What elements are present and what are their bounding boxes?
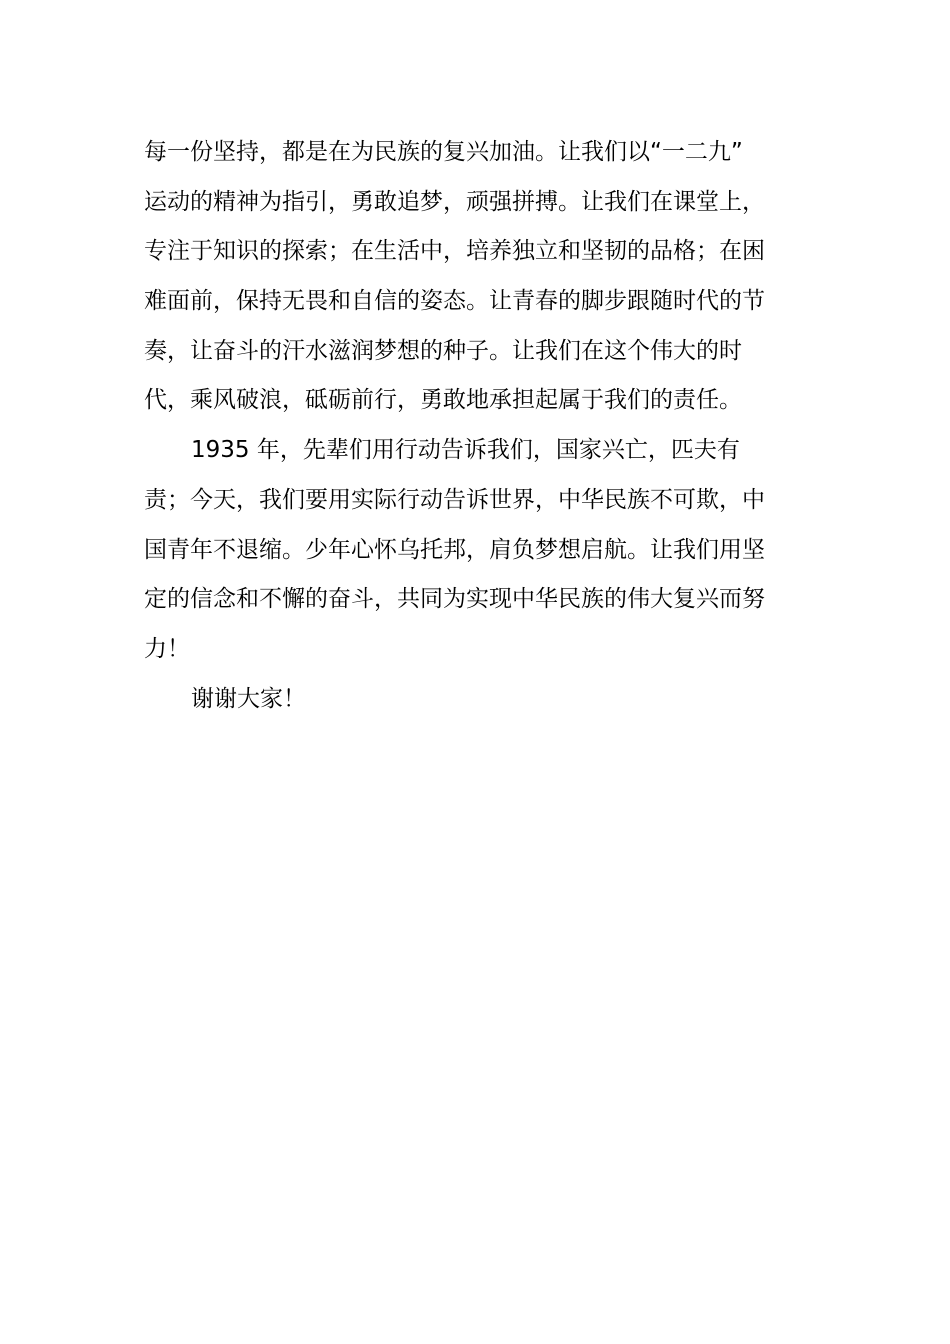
closing-line: 谢谢大家！ — [191, 685, 306, 712]
paragraph-line: 力！ — [144, 635, 190, 662]
paragraph-line: 代，乘风破浪，砥砺前行，勇敢地承担起属于我们的责任。 — [144, 387, 742, 414]
document-body — [144, 128, 808, 724]
paragraph-line: 每一份坚持，都是在为民族的复兴加油。让我们以“一二九” — [144, 139, 743, 165]
paragraph-line: 1935 年，先辈们用行动告诉我们，国家兴亡，匹夫有 — [191, 437, 740, 464]
paragraph-line: 专注于知识的探索；在生活中，培养独立和坚韧的品格；在困 — [144, 238, 765, 265]
paragraph-line: 难面前，保持无畏和自信的姿态。让青春的脚步跟随时代的节 — [144, 288, 765, 315]
paragraph-3 — [144, 675, 808, 725]
paragraph-1 — [144, 128, 808, 426]
paragraph-line: 定的信念和不懈的奋斗，共同为实现中华民族的伟大复兴而努 — [144, 586, 765, 613]
paragraph-2 — [144, 426, 808, 674]
paragraph-line: 责；今天，我们要用实际行动告诉世界，中华民族不可欺，中 — [144, 486, 765, 513]
paragraph-line: 运动的精神为指引，勇敢追梦，顽强拼搏。让我们在课堂上， — [144, 188, 765, 215]
paragraph-line: 国青年不退缩。少年心怀乌托邦，肩负梦想启航。让我们用坚 — [144, 536, 765, 563]
paragraph-line: 奏，让奋斗的汗水滋润梦想的种子。让我们在这个伟大的时 — [144, 337, 742, 364]
